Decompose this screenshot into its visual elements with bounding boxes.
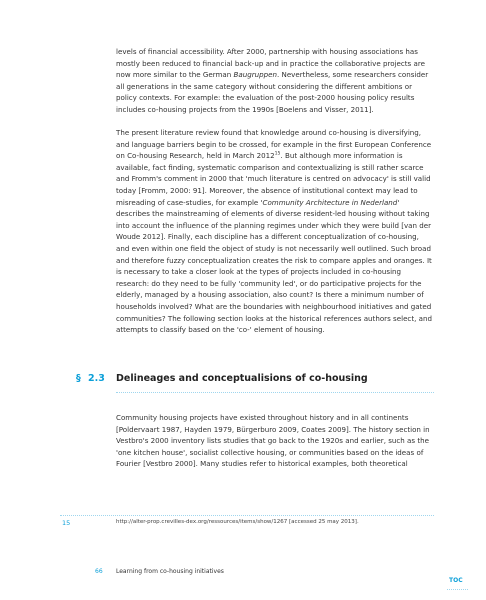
italic-term: Baugruppen <box>233 70 277 80</box>
body-paragraph-2 <box>116 127 434 336</box>
section-divider <box>116 392 434 393</box>
toc-underline <box>447 589 468 590</box>
toc-link[interactable]: TOC <box>449 577 463 584</box>
section-title: Delineages and conceptualisions of co-housing <box>116 373 368 384</box>
body-paragraph-3: Community housing projects have existed throughout history and in all continents [Poldervaart 1987, Hayden 1979, Bürgerburo 2009, Coates 2009]. The history section in Vestbro's 2000 inventory lists studies that go back to the 1920s and earlier, such as the 'one kitchen house', socialist collective housing, or communities based on the ideas of Fourier [Vestbro 2000]. Many studies refer to historical examples, both theoretical <box>116 413 430 469</box>
footnote-text[interactable]: http://alter-prop.crevilles-dex.org/ressources/items/show/1267 [accessed 25 may 2013]. <box>116 519 359 525</box>
page-number: 66 <box>95 568 103 575</box>
section-symbol: § <box>76 373 81 384</box>
footnote-reference[interactable]: 15 <box>274 151 281 157</box>
paragraph-text: levels of financial accessibility. After 2000, partnership with housing associations has mostly been reduced to financial back-up and in practice the collaborative projects are now more similar to the German <box>116 47 425 80</box>
paragraph-text: . But although more information is available, fact finding, systematic comparison and contextualizing is still rather scarce and Fromm's comment in 2000 that 'much literature is centred on advocacy' is still valid today [Fromm, 2000: 91]. Moreover, the absence of institutional context may lead to misreading of case-studies, for example ' <box>116 151 431 207</box>
footnote-number: 15 <box>62 519 71 527</box>
footnote-divider <box>60 515 434 516</box>
paragraph-text: The present literature review found that knowledge around co-housing is diversifying, and language barriers begin to be crossed, for example in the first European Conference on Co-housing Research, held in March 2012 <box>116 128 432 161</box>
italic-title: Community Architecture in Nederland <box>262 197 398 207</box>
paragraph-text: . Nevertheless, some researchers consider all generations in the same category without considering the different ambitions or policy contexts. For example: the evaluation of the post-2000 housing policy results includes co-housing projects from the 1990s [Boelens and Visser, 2011]. <box>116 70 429 114</box>
paragraph-text: ' describes the mainstreaming of elements of diverse resident-led housing without taking into account the influence of the planning regimes under which they were build [van der Woude 2012]. Finally, each discipline has a different conceptualization of co-housing, and even within one field the object of study is not necessarily well outlined. Such broad and therefore fuzzy conceptualization creates the risk to compare apples and oranges. It is necessary to take a closer look at the types of projects included in co-housing research: do they need to be fully 'community led', or do participative projects for the elderly, managed by a housing association, also count? Is there a minimum number of households involved? What are the boundaries with neighbourhood initiatives and gated communities? The following section looks at the historical references authors select, and attempts to classify based on the 'co-' element of housing. <box>116 197 432 335</box>
body-paragraph-1 <box>116 46 434 116</box>
section-number: 2.3 <box>88 373 105 384</box>
section-heading <box>0 373 486 387</box>
running-title: Learning from co-housing initiatives <box>116 568 224 575</box>
